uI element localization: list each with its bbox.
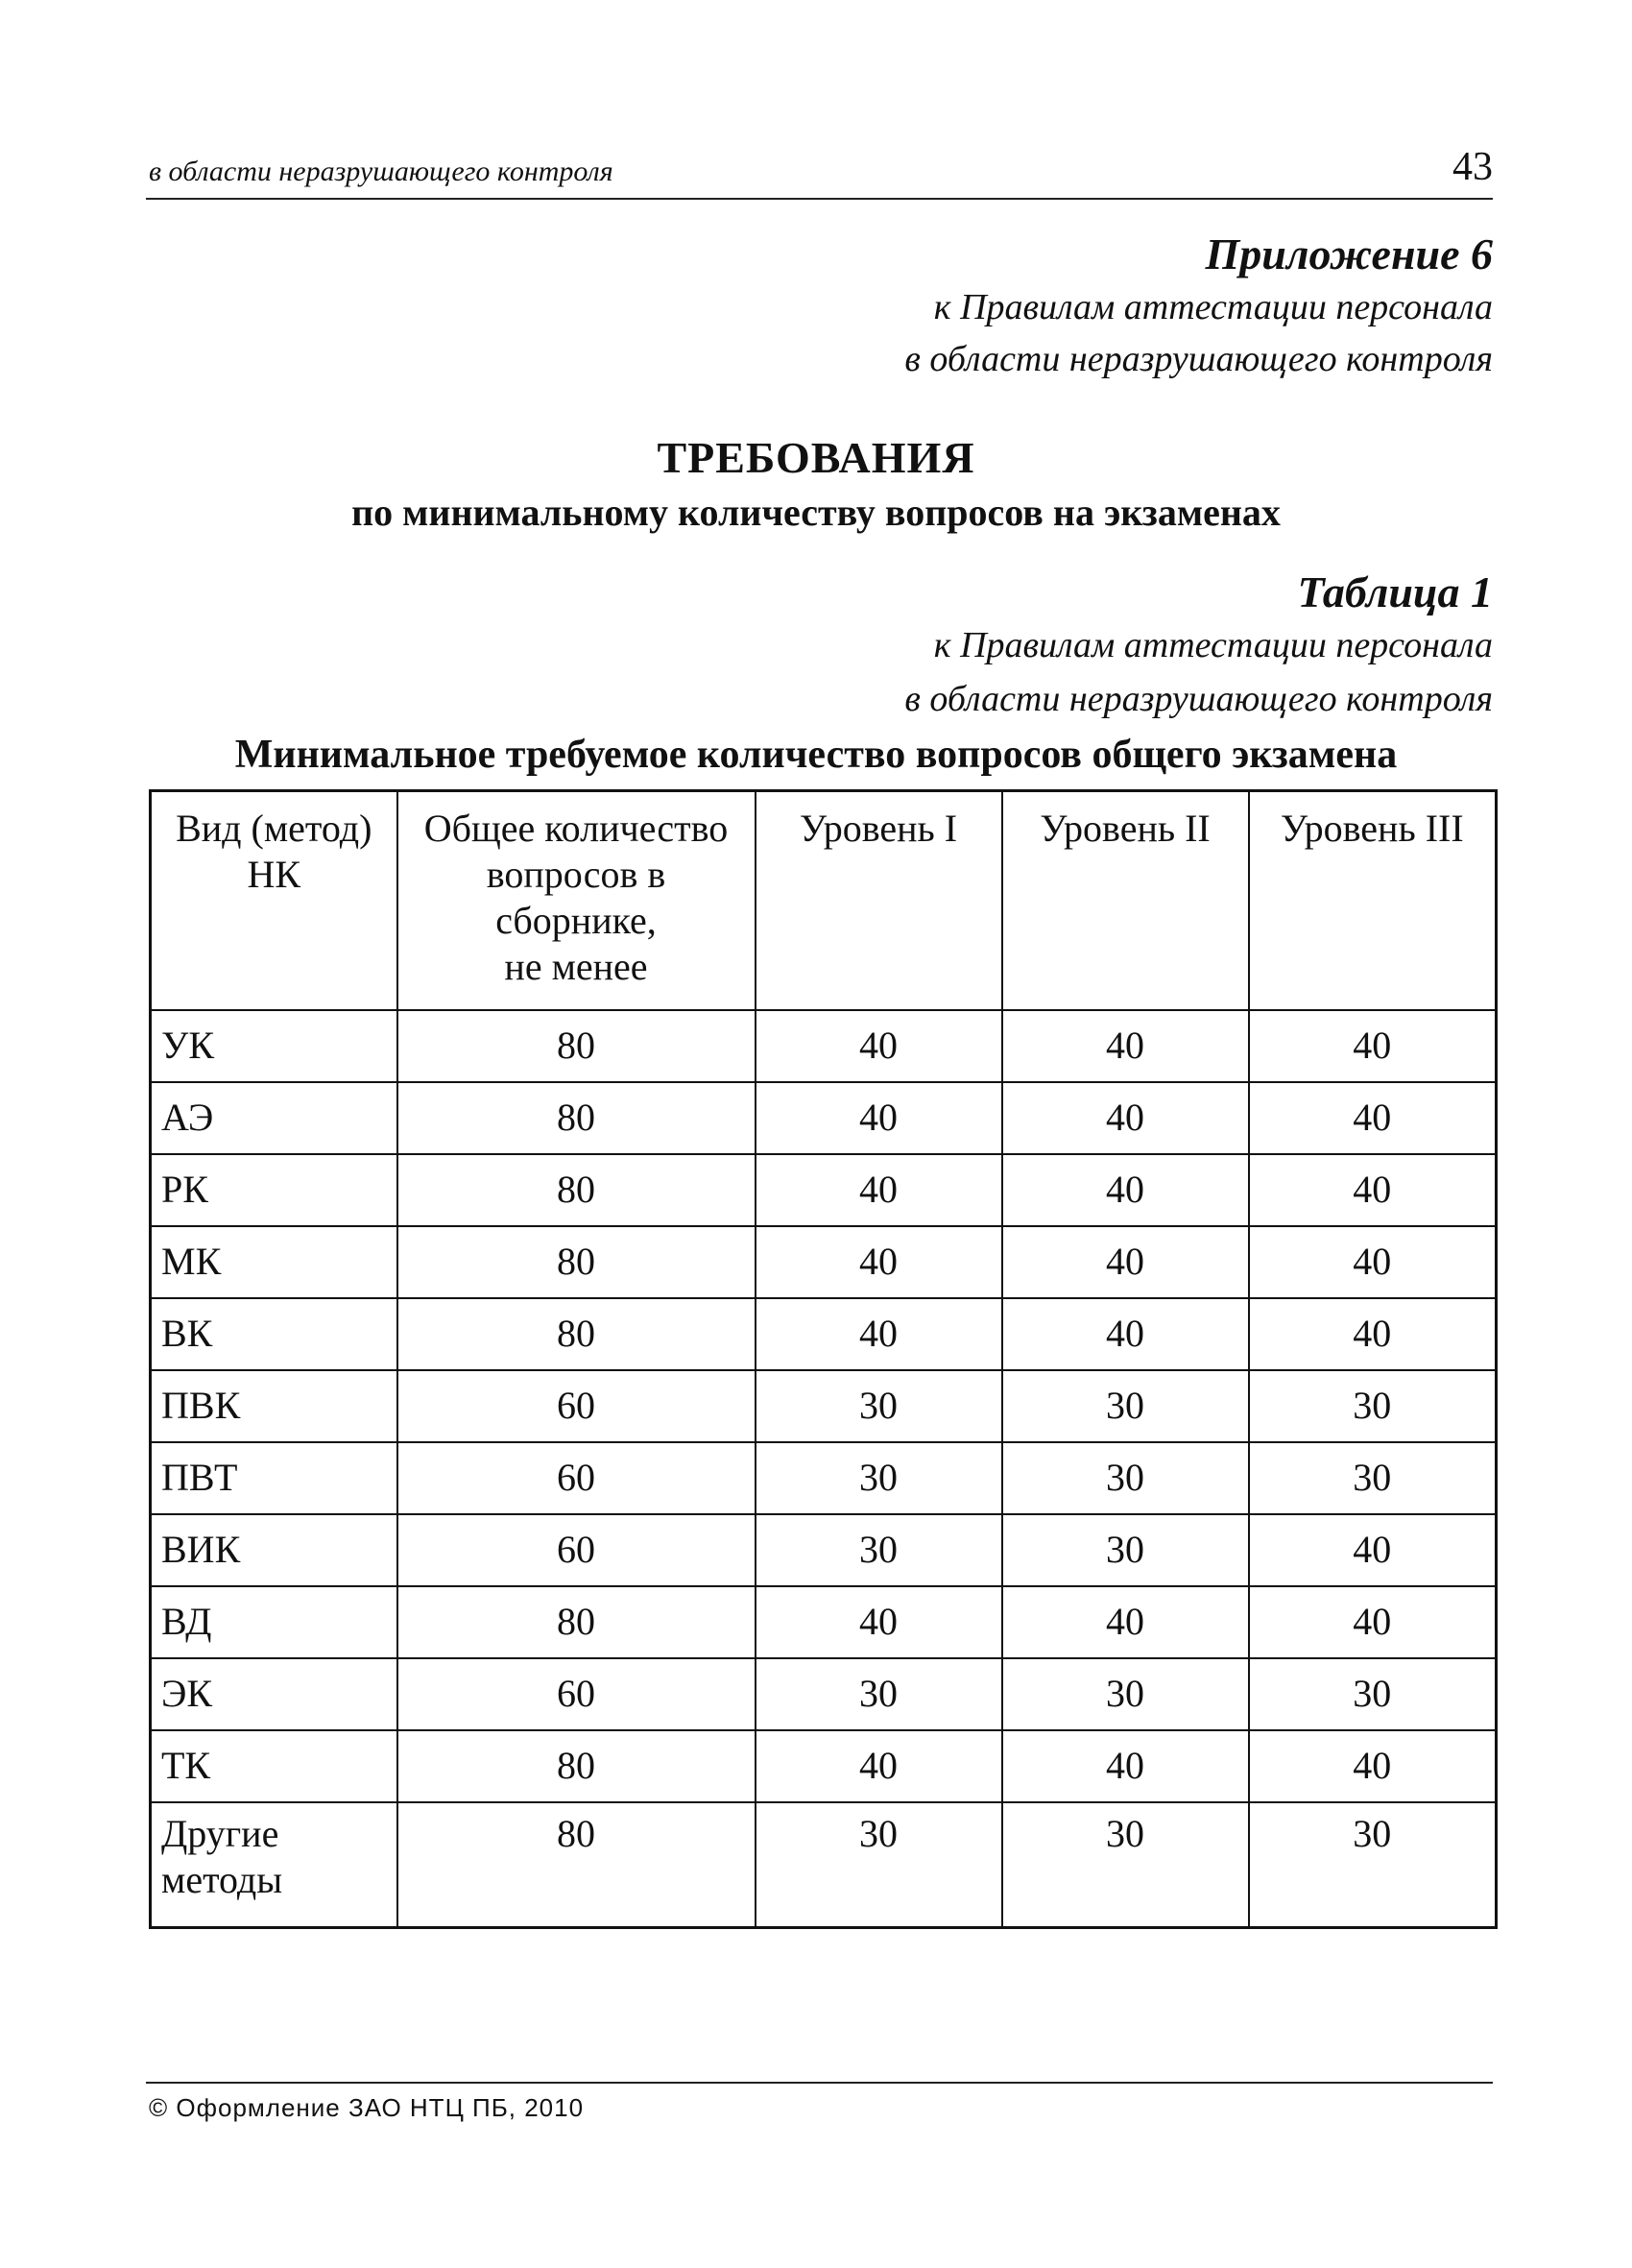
cell-level-3: 30	[1249, 1658, 1497, 1730]
cell-level-3: 30	[1249, 1370, 1497, 1442]
header-line: Уровень I	[799, 807, 958, 850]
cell-level-1: 40	[756, 1586, 1002, 1658]
cell-total: 60	[397, 1658, 756, 1730]
cell-level-3: 30	[1249, 1442, 1497, 1514]
cell-level-2: 30	[1002, 1442, 1249, 1514]
document-heading: ТРЕБОВАНИЯ	[657, 433, 975, 482]
footer-copyright: © Оформление ЗАО НТЦ ПБ, 2010	[149, 2093, 585, 2122]
cell-total: 60	[397, 1514, 756, 1586]
cell-method: РК	[151, 1154, 397, 1226]
table-reference-line1: к Правилам аттестации персонала	[933, 625, 1493, 665]
cell-level-2: 40	[1002, 1298, 1249, 1370]
cell-level-1: 30	[756, 1514, 1002, 1586]
cell-total: 80	[397, 1730, 756, 1802]
cell-total: 80	[397, 1298, 756, 1370]
cell-level-3: 40	[1249, 1226, 1497, 1298]
table-reference-line2: в области неразрушающего контроля	[904, 679, 1493, 719]
table-caption: Минимальное требуемое количество вопросов общего экзамена	[234, 733, 1398, 777]
cell-level-1: 30	[756, 1370, 1002, 1442]
header-line: Вид (метод)	[176, 807, 372, 850]
header-line: вопросов в	[486, 853, 666, 896]
cell-method: Другие методы	[151, 1802, 397, 1928]
cell-level-1: 40	[756, 1010, 1002, 1082]
cell-level-3: 30	[1249, 1802, 1497, 1928]
table-row	[151, 1802, 1497, 1928]
header-level-2	[1002, 791, 1249, 1010]
cell-method: ВИК	[151, 1514, 397, 1586]
table-row	[151, 1730, 1497, 1802]
cell-level-2: 40	[1002, 1010, 1249, 1082]
cell-level-3: 40	[1249, 1010, 1497, 1082]
cell-level-2: 40	[1002, 1082, 1249, 1154]
appendix-title: Приложение 6	[1205, 229, 1493, 278]
cell-level-1: 40	[756, 1298, 1002, 1370]
cell-method: ЭК	[151, 1658, 397, 1730]
cell-total: 80	[397, 1586, 756, 1658]
cell-total: 80	[397, 1082, 756, 1154]
cell-level-3: 40	[1249, 1154, 1497, 1226]
cell-level-1: 30	[756, 1442, 1002, 1514]
cell-level-2: 30	[1002, 1514, 1249, 1586]
header-divider	[146, 198, 1493, 200]
cell-method: ВД	[151, 1586, 397, 1658]
table-row	[151, 1154, 1497, 1226]
table-row	[151, 1082, 1497, 1154]
cell-level-3: 40	[1249, 1514, 1497, 1586]
table-header-row	[151, 791, 1497, 1010]
table-body	[151, 1010, 1497, 1928]
footer-divider	[146, 2082, 1493, 2084]
table-row	[151, 1442, 1497, 1514]
cell-level-2: 30	[1002, 1802, 1249, 1928]
cell-level-1: 40	[756, 1730, 1002, 1802]
table-row	[151, 1658, 1497, 1730]
header-line: Уровень III	[1280, 807, 1464, 850]
table-row	[151, 1586, 1497, 1658]
cell-level-2: 40	[1002, 1226, 1249, 1298]
table-row	[151, 1010, 1497, 1082]
cell-total: 60	[397, 1442, 756, 1514]
page-number: 43	[1452, 145, 1493, 189]
header-total-questions	[397, 791, 756, 1010]
cell-method: УК	[151, 1010, 397, 1082]
cell-level-2: 40	[1002, 1730, 1249, 1802]
table-row	[151, 1514, 1497, 1586]
cell-level-3: 40	[1249, 1730, 1497, 1802]
header-line: сборнике,	[495, 899, 657, 942]
header-level-1	[756, 791, 1002, 1010]
cell-total: 80	[397, 1802, 756, 1928]
table-number: Таблица 1	[1297, 567, 1493, 616]
table-row	[151, 1298, 1497, 1370]
cell-method: ВК	[151, 1298, 397, 1370]
header-line: не менее	[504, 945, 648, 988]
header-method	[151, 791, 397, 1010]
cell-level-2: 40	[1002, 1586, 1249, 1658]
cell-level-1: 30	[756, 1658, 1002, 1730]
document-subheading: по минимальному количеству вопросов на экзаменах	[351, 491, 1281, 534]
table-row	[151, 1226, 1497, 1298]
appendix-reference-line2: в области неразрушающего контроля	[904, 339, 1493, 379]
cell-method: ТК	[151, 1730, 397, 1802]
cell-level-1: 40	[756, 1226, 1002, 1298]
header-line: Уровень II	[1040, 807, 1211, 850]
cell-total: 60	[397, 1370, 756, 1442]
questions-table	[149, 789, 1498, 1929]
running-header-title: в области неразрушающего контроля	[149, 156, 613, 187]
cell-level-2: 40	[1002, 1154, 1249, 1226]
cell-level-2: 30	[1002, 1370, 1249, 1442]
cell-level-2: 30	[1002, 1658, 1249, 1730]
cell-total: 80	[397, 1154, 756, 1226]
cell-level-1: 40	[756, 1082, 1002, 1154]
appendix-reference-line1: к Правилам аттестации персонала	[933, 287, 1493, 327]
cell-level-3: 40	[1249, 1586, 1497, 1658]
cell-method: ПВТ	[151, 1442, 397, 1514]
cell-total: 80	[397, 1010, 756, 1082]
cell-total: 80	[397, 1226, 756, 1298]
header-line: НК	[247, 853, 301, 896]
header-line: Общее количество	[423, 807, 729, 850]
table-row	[151, 1370, 1497, 1442]
cell-method: ПВК	[151, 1370, 397, 1442]
cell-level-1: 30	[756, 1802, 1002, 1928]
cell-method: АЭ	[151, 1082, 397, 1154]
cell-level-1: 40	[756, 1154, 1002, 1226]
cell-level-3: 40	[1249, 1082, 1497, 1154]
cell-level-3: 40	[1249, 1298, 1497, 1370]
header-level-3	[1249, 791, 1497, 1010]
cell-method: МК	[151, 1226, 397, 1298]
